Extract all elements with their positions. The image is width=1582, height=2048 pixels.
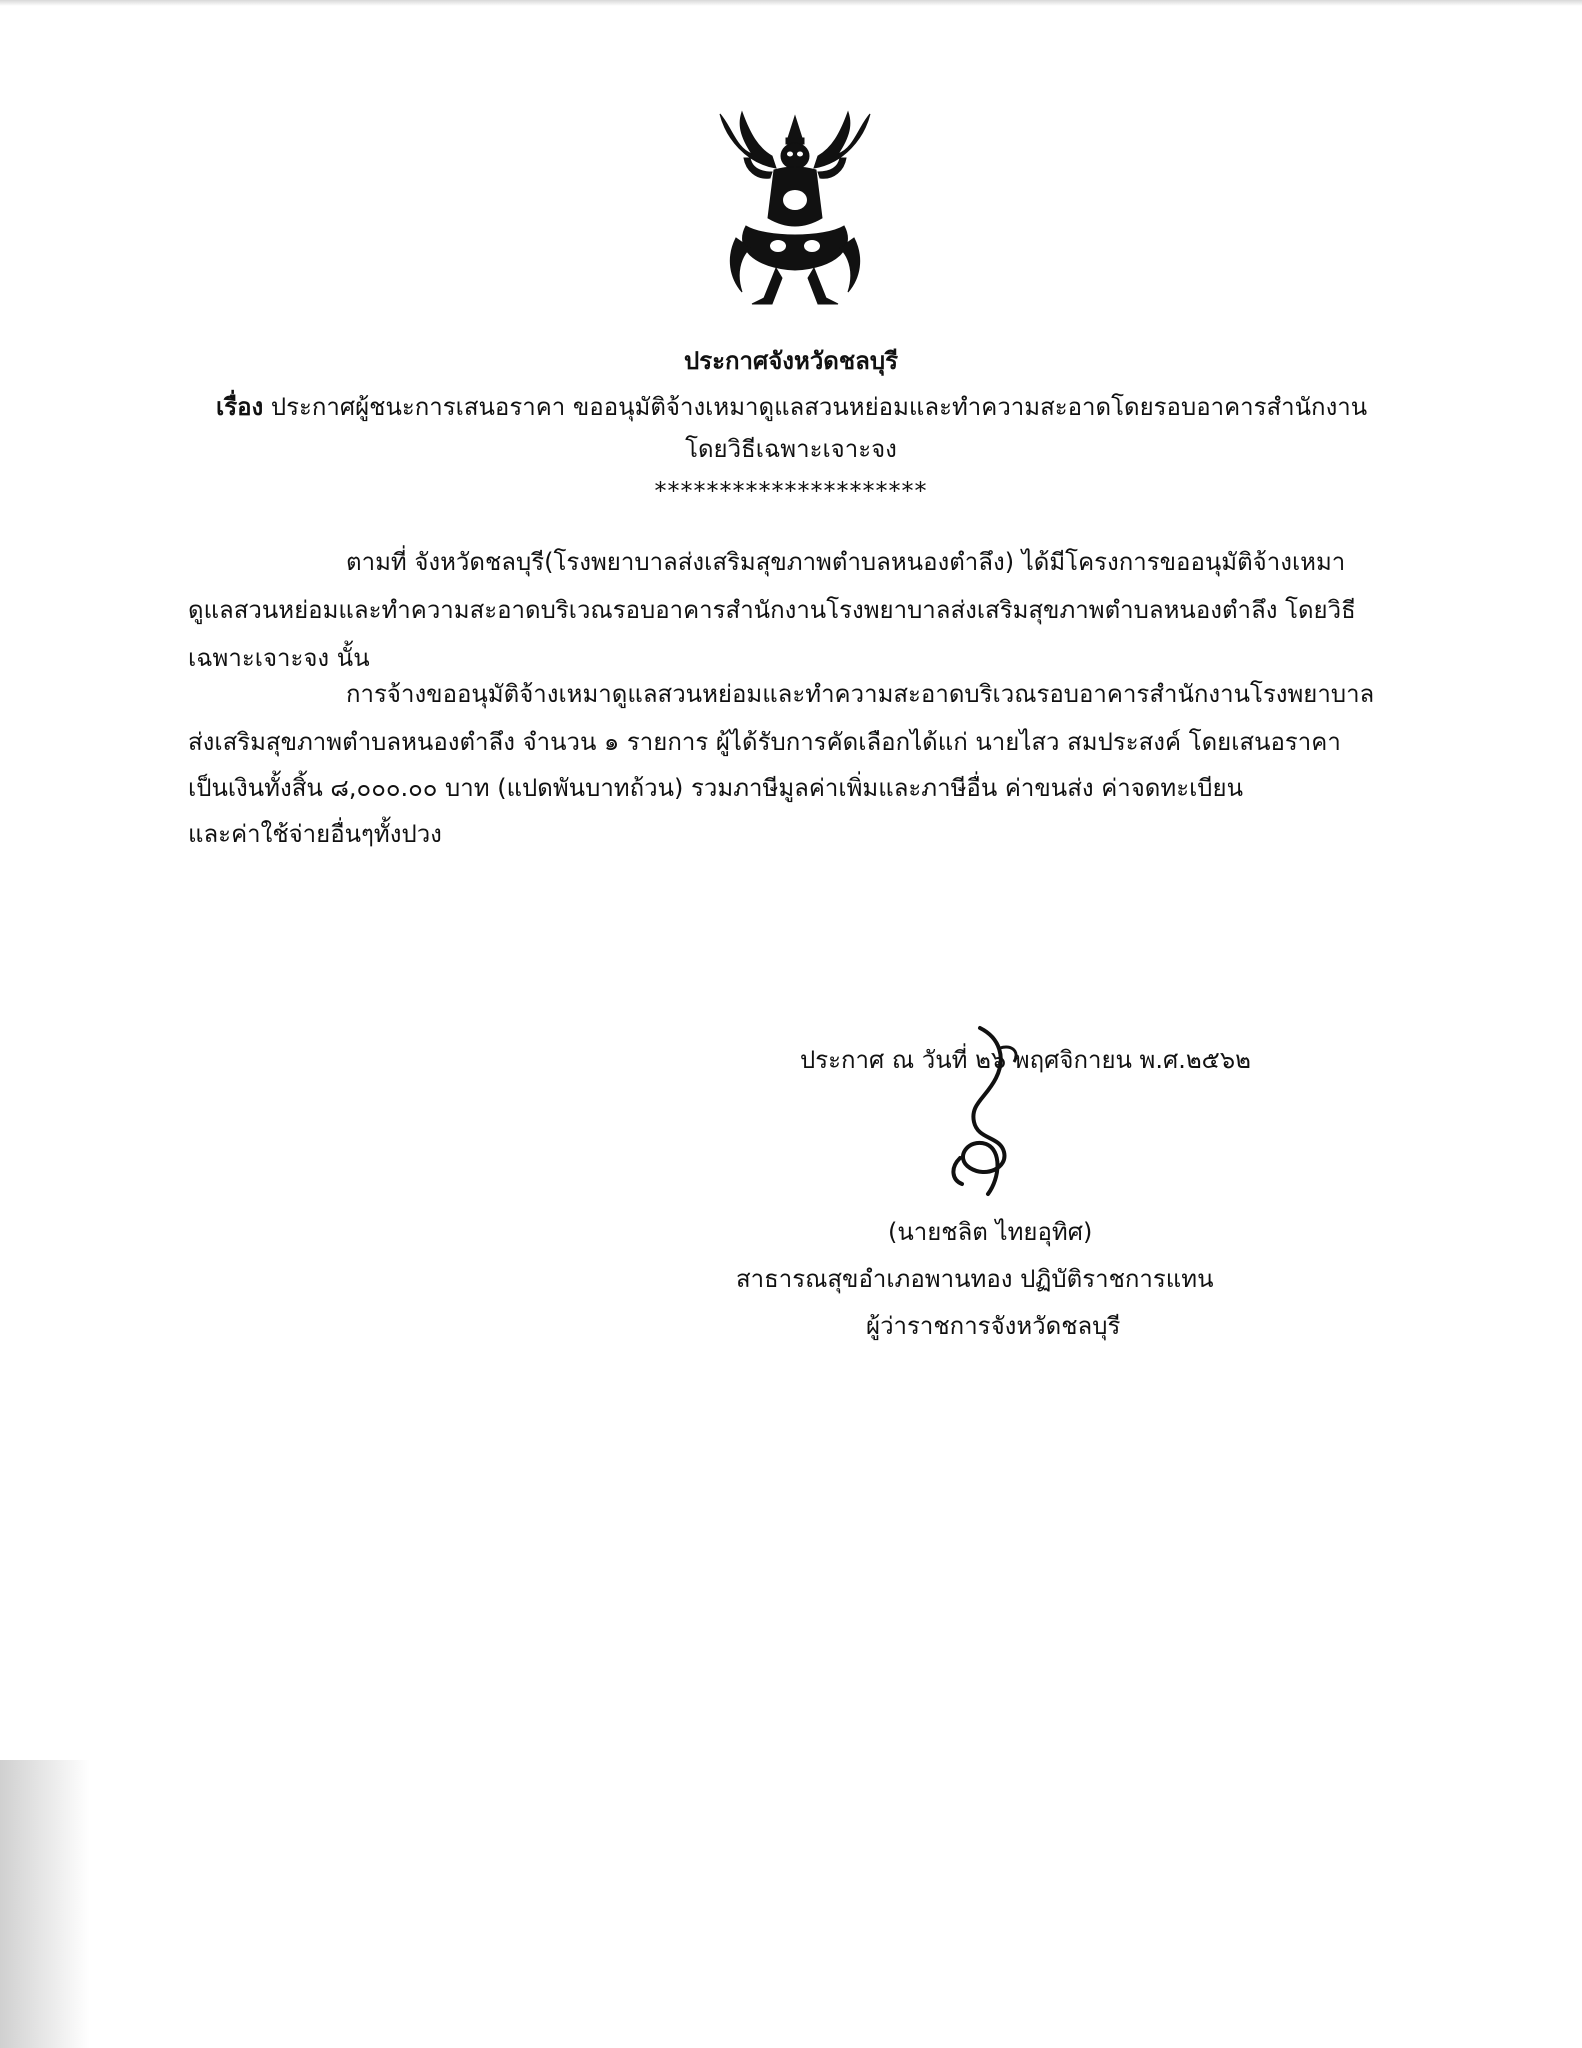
paragraph-1-line-3: เฉพาะเจาะจง นั้น (188, 644, 370, 672)
paragraph-2-line-3: เป็นเงินทั้งสิ้น ๘,๐๐๐.๐๐ บาท (แปดพันบาทถ้วน) รวมภาษีมูลค่าเพิ่มและภาษีอื่น ค่าขนส่ง ค่าจดทะเบียน (188, 774, 1243, 802)
paragraph-1-line-1: ตามที่ จังหวัดชลบุรี(โรงพยาบาลส่งเสริมสุขภาพตำบลหนองตำลึง) ได้มีโครงการขออนุมัติจ้างเหมา (346, 548, 1346, 576)
paragraph-2-line-4: และค่าใช้จ่ายอื่นๆทั้งปวง (188, 820, 442, 848)
scan-edge-top (0, 0, 1582, 6)
signer-name: (นายชลิต ไทยอุทิศ) (888, 1218, 1093, 1246)
handwritten-signature (940, 1018, 1050, 1208)
paragraph-2-line-1: การจ้างขออนุมัติจ้างเหมาดูแลสวนหย่อมและทำความสะอาดบริเวณรอบอาคารสำนักงานโรงพยาบาล (346, 680, 1375, 708)
subject-line (216, 390, 1367, 424)
paragraph-1-line-2: ดูแลสวนหย่อมและทำความสะอาดบริเวณรอบอาคารสำนักงานโรงพยาบาลส่งเสริมสุขภาพตำบลหนองตำลึง โดยวิธี (188, 596, 1356, 624)
subject-continuation: โดยวิธีเฉพาะเจาะจง (685, 435, 897, 463)
garuda-emblem-icon (706, 108, 884, 308)
subject-label: เรื่อง (216, 393, 264, 421)
signer-position-2: ผู้ว่าราชการจังหวัดชลบุรี (866, 1312, 1121, 1340)
subject-text: ประกาศผู้ชนะการเสนอราคา ขออนุมัติจ้างเหมาดูแลสวนหย่อมและทำความสะอาดโดยรอบอาคารสำนักงาน (263, 393, 1368, 421)
document-title: ประกาศจังหวัดชลบุรี (683, 347, 899, 375)
signer-position-1: สาธารณสุขอำเภอพานทอง ปฏิบัติราชการแทน (736, 1265, 1214, 1293)
separator-stars: ********************* (654, 477, 928, 505)
scan-edge-left (0, 1760, 90, 2048)
paragraph-2-line-2: ส่งเสริมสุขภาพตำบลหนองตำลึง จำนวน ๑ รายการ ผู้ได้รับการคัดเลือกได้แก่ นายไสว สมประสงค์ โดยเสนอราคา (188, 728, 1341, 756)
announcement-date: ประกาศ ณ วันที่ ๒๖ พฤศจิกายน พ.ศ.๒๕๖๒ (800, 1046, 1251, 1074)
